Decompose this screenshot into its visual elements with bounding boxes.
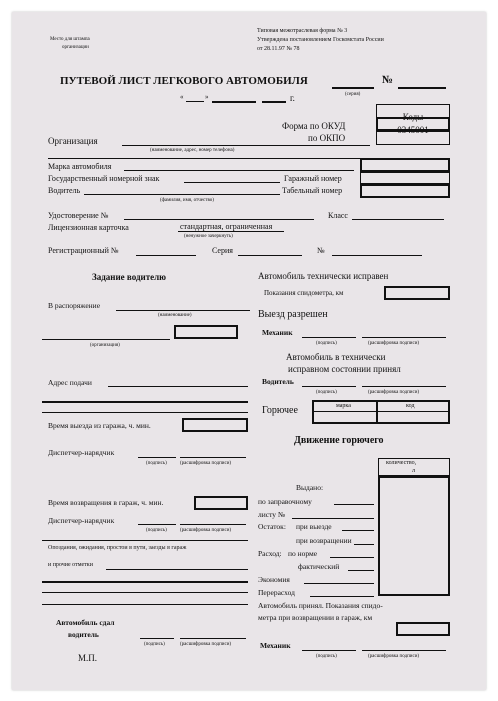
mechanic-sign-line-1[interactable] [302, 337, 356, 338]
fuel-col-code: код [406, 403, 415, 409]
exit-allowed-label: Выезд разрешен [258, 309, 328, 320]
economy-label: Экономия [258, 575, 290, 584]
odometer-label: Показания спидометра, км [264, 289, 344, 297]
org-label: Организация [48, 136, 98, 146]
mechanic-decode-line-2[interactable] [362, 650, 446, 651]
notes-label-1: Опоздания, ожидания, простои в пути, заезды в гараж [48, 545, 187, 551]
address-line-2[interactable] [42, 401, 248, 403]
dispatcher2-label: Диспетчер-нарядчик [48, 516, 115, 525]
sheet-no-line[interactable] [292, 518, 374, 519]
disposal-line-2[interactable] [42, 339, 170, 340]
driver-accept-decode-line[interactable] [362, 386, 446, 387]
decode-hint-4: (расшифровка подписи) [368, 341, 420, 346]
form-info-1: Типовая межотраслевая форма № 3 [257, 28, 348, 34]
box-1[interactable] [360, 158, 450, 172]
plate-label: Государственный номерной знак [48, 174, 160, 183]
dispatcher2-decode-line[interactable] [180, 524, 246, 525]
mp-label: М.П. [78, 653, 98, 663]
date-year-line[interactable] [262, 101, 286, 103]
notes-label-2: и прочие отметки [48, 562, 93, 568]
tab-cell[interactable] [360, 184, 450, 198]
task-title: Задание водителю [92, 272, 167, 282]
org-line[interactable] [122, 145, 370, 146]
disposal-label: В распоряжение [48, 301, 101, 310]
mechanic-label-2: Механик [260, 641, 291, 650]
return-odometer-cell[interactable] [396, 622, 450, 636]
number-sign: № [382, 74, 394, 86]
remain-depart: при выезде [296, 522, 332, 531]
decode-hint-2: (расшифровка подписи) [180, 528, 232, 533]
tab-label: Табельный номер [282, 186, 343, 195]
brand-label: Марка автомобиля [48, 162, 112, 171]
series-label: Серия [212, 246, 233, 255]
dispatcher-sign-line[interactable] [138, 457, 176, 458]
accepted-line-2: исправном состоянии принял [288, 364, 401, 374]
accepted-line-1: Автомобиль в технически [286, 352, 386, 362]
disposal-line[interactable] [116, 310, 250, 311]
license-label: Удостоверение № [48, 211, 109, 220]
actual-label: фактический [298, 562, 340, 571]
handed-label-2: водитель [68, 630, 99, 639]
sign-hint-5: (подпись) [316, 390, 337, 395]
dispatcher-decode-line[interactable] [180, 457, 246, 458]
decode-hint-5: (расшифровка подписи) [368, 390, 420, 395]
name-hint: (наименование) [158, 313, 192, 318]
fuel-col-mark: марка [336, 403, 351, 409]
series-line[interactable] [238, 255, 302, 256]
depart-time-label: Время выезда из гаража, ч. мин. [48, 421, 151, 430]
notes-top-line [42, 540, 248, 541]
okpo-cell[interactable] [376, 131, 450, 145]
mechanic-decode-line-1[interactable] [362, 337, 446, 338]
seria-line [332, 87, 374, 89]
fuel-label: Горючее [262, 405, 298, 416]
sign-hint-3: (подпись) [144, 642, 165, 647]
handed-decode-line[interactable] [180, 638, 246, 639]
address-line[interactable] [108, 386, 248, 387]
sign-hint-6: (подпись) [316, 654, 337, 659]
reg-line[interactable] [136, 255, 196, 256]
dispatcher-label: Диспетчер-нарядчик [48, 448, 115, 457]
remain-return: при возвращении [296, 536, 352, 545]
okpo-label: по ОКПО [308, 133, 346, 143]
address-label: Адрес подачи [48, 378, 92, 387]
address-line-3[interactable] [42, 412, 248, 413]
overuse-label: Перерасход [258, 588, 295, 597]
by-card-line[interactable] [334, 504, 374, 505]
economy-line[interactable] [304, 583, 374, 584]
odometer-cell[interactable] [384, 286, 450, 300]
by-norm-label: по норме [288, 549, 318, 558]
tech-ok-label: Автомобиль технически исправен [258, 271, 389, 281]
date-quote-open: « [180, 93, 184, 101]
date-quote-close: » [205, 93, 209, 101]
card-line [178, 231, 284, 232]
remain-return-line[interactable] [354, 544, 374, 545]
okud-cell[interactable] [376, 117, 450, 135]
plate-line[interactable] [184, 182, 280, 183]
page-title: ПУТЕВОЙ ЛИСТ ЛЕГКОВОГО АВТОМОБИЛЯ [60, 75, 308, 87]
handed-label-1: Автомобиль сдал [56, 618, 115, 627]
consumption-label: Расход: [258, 549, 282, 558]
okud-label: Форма по ОКУД [282, 121, 346, 131]
card-value: стандартная, ограниченная [180, 222, 273, 231]
garage-label: Гаражный номер [284, 174, 342, 183]
notes-line-1[interactable] [106, 569, 248, 570]
class-label: Класс [328, 211, 348, 220]
org-hint: (наименование, адрес, номер телефона) [150, 148, 235, 153]
stamp-label-1: Место для штампа [50, 37, 90, 42]
date-day-line[interactable] [186, 101, 204, 102]
okud-value: 0345001 [397, 125, 429, 135]
date-month-line[interactable] [212, 101, 256, 103]
year-suffix: г. [290, 93, 295, 103]
sign-hint-4: (подпись) [316, 341, 337, 346]
return-time-label: Время возвращения в гараж, ч. мин. [48, 498, 164, 507]
sign-hint-2: (подпись) [146, 528, 167, 533]
codes-header: Коды [402, 112, 424, 122]
reg-label: Регистрационный № [48, 246, 119, 255]
issued-label: Выдано: [296, 483, 324, 492]
by-norm-line[interactable] [330, 557, 374, 558]
decode-hint-1: (расшифровка подписи) [180, 461, 232, 466]
actual-line[interactable] [348, 570, 374, 571]
fuel-movement-title: Движение горючего [294, 435, 384, 446]
sign-hint-1: (подпись) [146, 461, 167, 466]
by-card-label: по заправочному [258, 497, 312, 506]
license-line[interactable] [124, 219, 314, 220]
return-time-cell[interactable] [194, 496, 248, 510]
handed-sign-line[interactable] [140, 638, 174, 639]
remain-label: Остаток: [258, 522, 286, 531]
driver-line[interactable] [84, 194, 280, 195]
driver-hint: (фамилия, имя, отчество) [160, 198, 214, 203]
form-info-2: Утверждена постановлением Госкомстата России [257, 37, 384, 43]
depart-time-cell[interactable] [182, 418, 248, 432]
org-hint-2: (организация) [90, 343, 120, 348]
mechanic-label-1: Механик [262, 328, 293, 337]
return-accepted-2: метра при возвращении в гараж, км [258, 613, 373, 622]
notes-line-4[interactable] [42, 604, 248, 605]
card-hint: (ненужное зачеркнуть) [184, 234, 233, 239]
driver-accept-sign-line[interactable] [302, 386, 356, 387]
decode-hint-6: (расшифровка подписи) [368, 654, 420, 659]
decode-hint-3: (расшифровка подписи) [180, 642, 232, 647]
notes-line-2[interactable] [42, 581, 248, 583]
number-line [398, 87, 446, 89]
reg-num-label: № [317, 246, 325, 255]
class-line[interactable] [352, 219, 444, 220]
form-info-3: от 28.11.97 № 78 [257, 46, 300, 52]
return-accepted-1: Автомобиль принял. Показания спидо- [258, 601, 383, 610]
garage-cell[interactable] [360, 172, 450, 184]
notes-line-3[interactable] [42, 592, 248, 593]
overuse-line[interactable] [310, 596, 374, 597]
qty-header-2: л [412, 468, 415, 474]
mechanic-sign-line-2[interactable] [302, 650, 356, 651]
seria-hint: (серия) [345, 92, 361, 97]
codes-header-cell [376, 104, 450, 122]
driver-label: Водитель [48, 186, 81, 195]
card-label: Лицензионная карточка [48, 223, 129, 232]
remain-depart-line[interactable] [342, 530, 374, 531]
waybill-form [12, 12, 486, 690]
fuel-table-divider [376, 400, 378, 424]
box-2[interactable] [174, 325, 238, 339]
fuel-table [312, 400, 450, 424]
qty-header-1: количество, [386, 460, 417, 466]
reg-num-line[interactable] [332, 255, 422, 256]
org-line-2[interactable] [48, 158, 370, 159]
dispatcher2-sign-line[interactable] [138, 524, 176, 525]
sheet-no-label: листу № [258, 510, 286, 519]
qty-column[interactable] [378, 476, 450, 596]
brand-line[interactable] [124, 170, 354, 171]
fuel-table-header-line [312, 411, 450, 412]
stamp-label-2: организации [62, 45, 89, 50]
driver-accept-label: Водитель [262, 377, 294, 386]
